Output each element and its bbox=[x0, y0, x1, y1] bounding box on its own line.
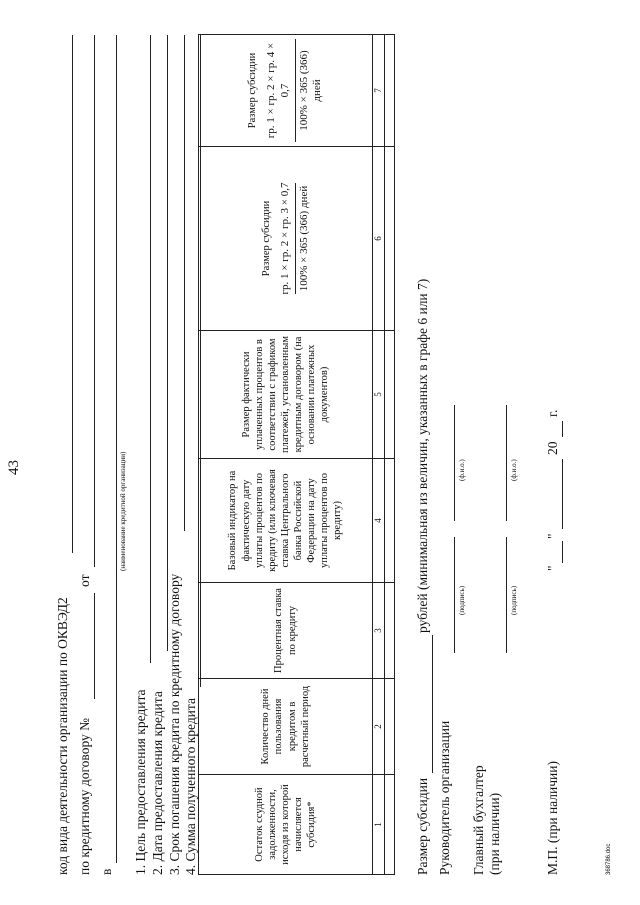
subsidy-amount-text: рублей (минимальная из величин, указанных в графе 6 или 7) bbox=[415, 278, 430, 633]
col-number-4: 4 bbox=[373, 459, 385, 583]
date-year-prefix: 20 bbox=[545, 441, 560, 455]
item-credit-date-line bbox=[167, 35, 168, 651]
document-id: 368786.doc bbox=[606, 843, 612, 875]
okved-label: код вида деятельности организации по ОКВЭД2 bbox=[55, 597, 70, 875]
bank-name-line bbox=[116, 35, 117, 863]
data-cell bbox=[385, 459, 395, 583]
col7-numerator: гр. 1 × гр. 2 × гр. 4 × 0,7 bbox=[265, 39, 296, 142]
bank-name-caption: (наименование кредитной организации) bbox=[119, 451, 127, 571]
page-number: 43 bbox=[6, 460, 22, 475]
subsidy-amount-label: Размер субсидии bbox=[415, 777, 430, 875]
date-quote-close: " bbox=[545, 533, 560, 539]
col6-numerator: гр. 1 × гр. 2 × гр. 3 × 0,7 bbox=[279, 183, 296, 295]
header-subsidy-col6 bbox=[199, 147, 373, 331]
col-number-3: 3 bbox=[373, 583, 385, 679]
contract-number-line bbox=[94, 593, 95, 699]
col6-title: Размер субсидии bbox=[260, 200, 272, 277]
data-cell bbox=[385, 331, 395, 459]
col6-formula bbox=[279, 183, 312, 295]
col7-denominator: 100% × 365 (366) дней bbox=[297, 50, 324, 131]
header-days-count: Количество дней пользования кредитом в расчетный период bbox=[199, 679, 373, 775]
item-repayment-term: 3. Срок погашения кредита по кредитному договору bbox=[167, 573, 182, 875]
data-cell bbox=[385, 35, 395, 147]
col-number-6: 6 bbox=[373, 147, 385, 331]
item-credit-amount: 4. Сумма полученного кредита bbox=[183, 698, 198, 875]
col-number-2: 2 bbox=[373, 679, 385, 775]
data-cell bbox=[385, 775, 395, 875]
head-name-caption: (ф.и.о.) bbox=[458, 459, 466, 481]
date-month-line bbox=[562, 459, 563, 529]
accountant-name-line bbox=[506, 405, 507, 521]
item-repayment-term-line bbox=[184, 35, 185, 531]
item-credit-date: 2. Дата предоставления кредита bbox=[150, 691, 165, 875]
col7-formula bbox=[265, 39, 325, 142]
head-name-line bbox=[454, 405, 455, 521]
header-loan-balance: Остаток ссудной задолженности, исходя из которой начисляется субсидия* bbox=[199, 775, 373, 875]
item-credit-purpose: 1. Цель предоставления кредита bbox=[133, 689, 148, 875]
date-year-suffix: г. bbox=[545, 409, 560, 417]
date-year-line bbox=[562, 421, 563, 437]
item-credit-purpose-line bbox=[150, 35, 151, 663]
head-of-organization-label: Руководитель организации bbox=[437, 720, 452, 875]
date-day-line bbox=[562, 541, 563, 563]
head-signature-caption: (подпись) bbox=[458, 585, 466, 615]
chief-accountant-label: Главный бухгалтер bbox=[471, 765, 486, 875]
head-signature-line bbox=[454, 537, 455, 653]
contract-date-line bbox=[94, 35, 95, 567]
subsidy-amount-line bbox=[432, 635, 433, 773]
contract-date-label: от bbox=[77, 574, 92, 587]
col-number-1: 1 bbox=[373, 775, 385, 875]
data-cell bbox=[385, 147, 395, 331]
data-cell bbox=[385, 583, 395, 679]
subsidy-table bbox=[198, 34, 395, 875]
data-cell bbox=[385, 679, 395, 775]
col7-title: Размер субсидии bbox=[246, 52, 258, 129]
chief-accountant-if-any: (при наличии) bbox=[487, 792, 502, 875]
header-interest-rate: Процентная ставка по кредиту bbox=[199, 583, 373, 679]
contract-number-label: по кредитному договору № bbox=[77, 717, 92, 875]
accountant-signature-line bbox=[506, 537, 507, 653]
header-base-indicator: Базовый индикатор на фактическую дату уплаты процентов по кредиту (или ключевая ставка Центрального банка Российской Федерации на дату уплаты процентов по кредиту) bbox=[199, 459, 373, 583]
bank-in-label: в bbox=[99, 868, 114, 875]
stamp-label: М.П. (при наличии) bbox=[545, 761, 560, 875]
accountant-signature-caption: (подпись) bbox=[510, 585, 518, 615]
col6-denominator: 100% × 365 (366) дней bbox=[297, 185, 310, 292]
accountant-name-caption: (ф.и.о.) bbox=[510, 459, 518, 481]
okved-fill-line bbox=[72, 35, 73, 553]
date-quote-open: " bbox=[545, 565, 560, 571]
header-paid-interest: Размер фактически уплаченных процентов в соответствии с графиком платежей, установленным кредитным договором (на основании платежных документов) bbox=[199, 331, 373, 459]
header-subsidy-col7 bbox=[199, 35, 373, 147]
col-number-5: 5 bbox=[373, 331, 385, 459]
col-number-7: 7 bbox=[373, 35, 385, 147]
